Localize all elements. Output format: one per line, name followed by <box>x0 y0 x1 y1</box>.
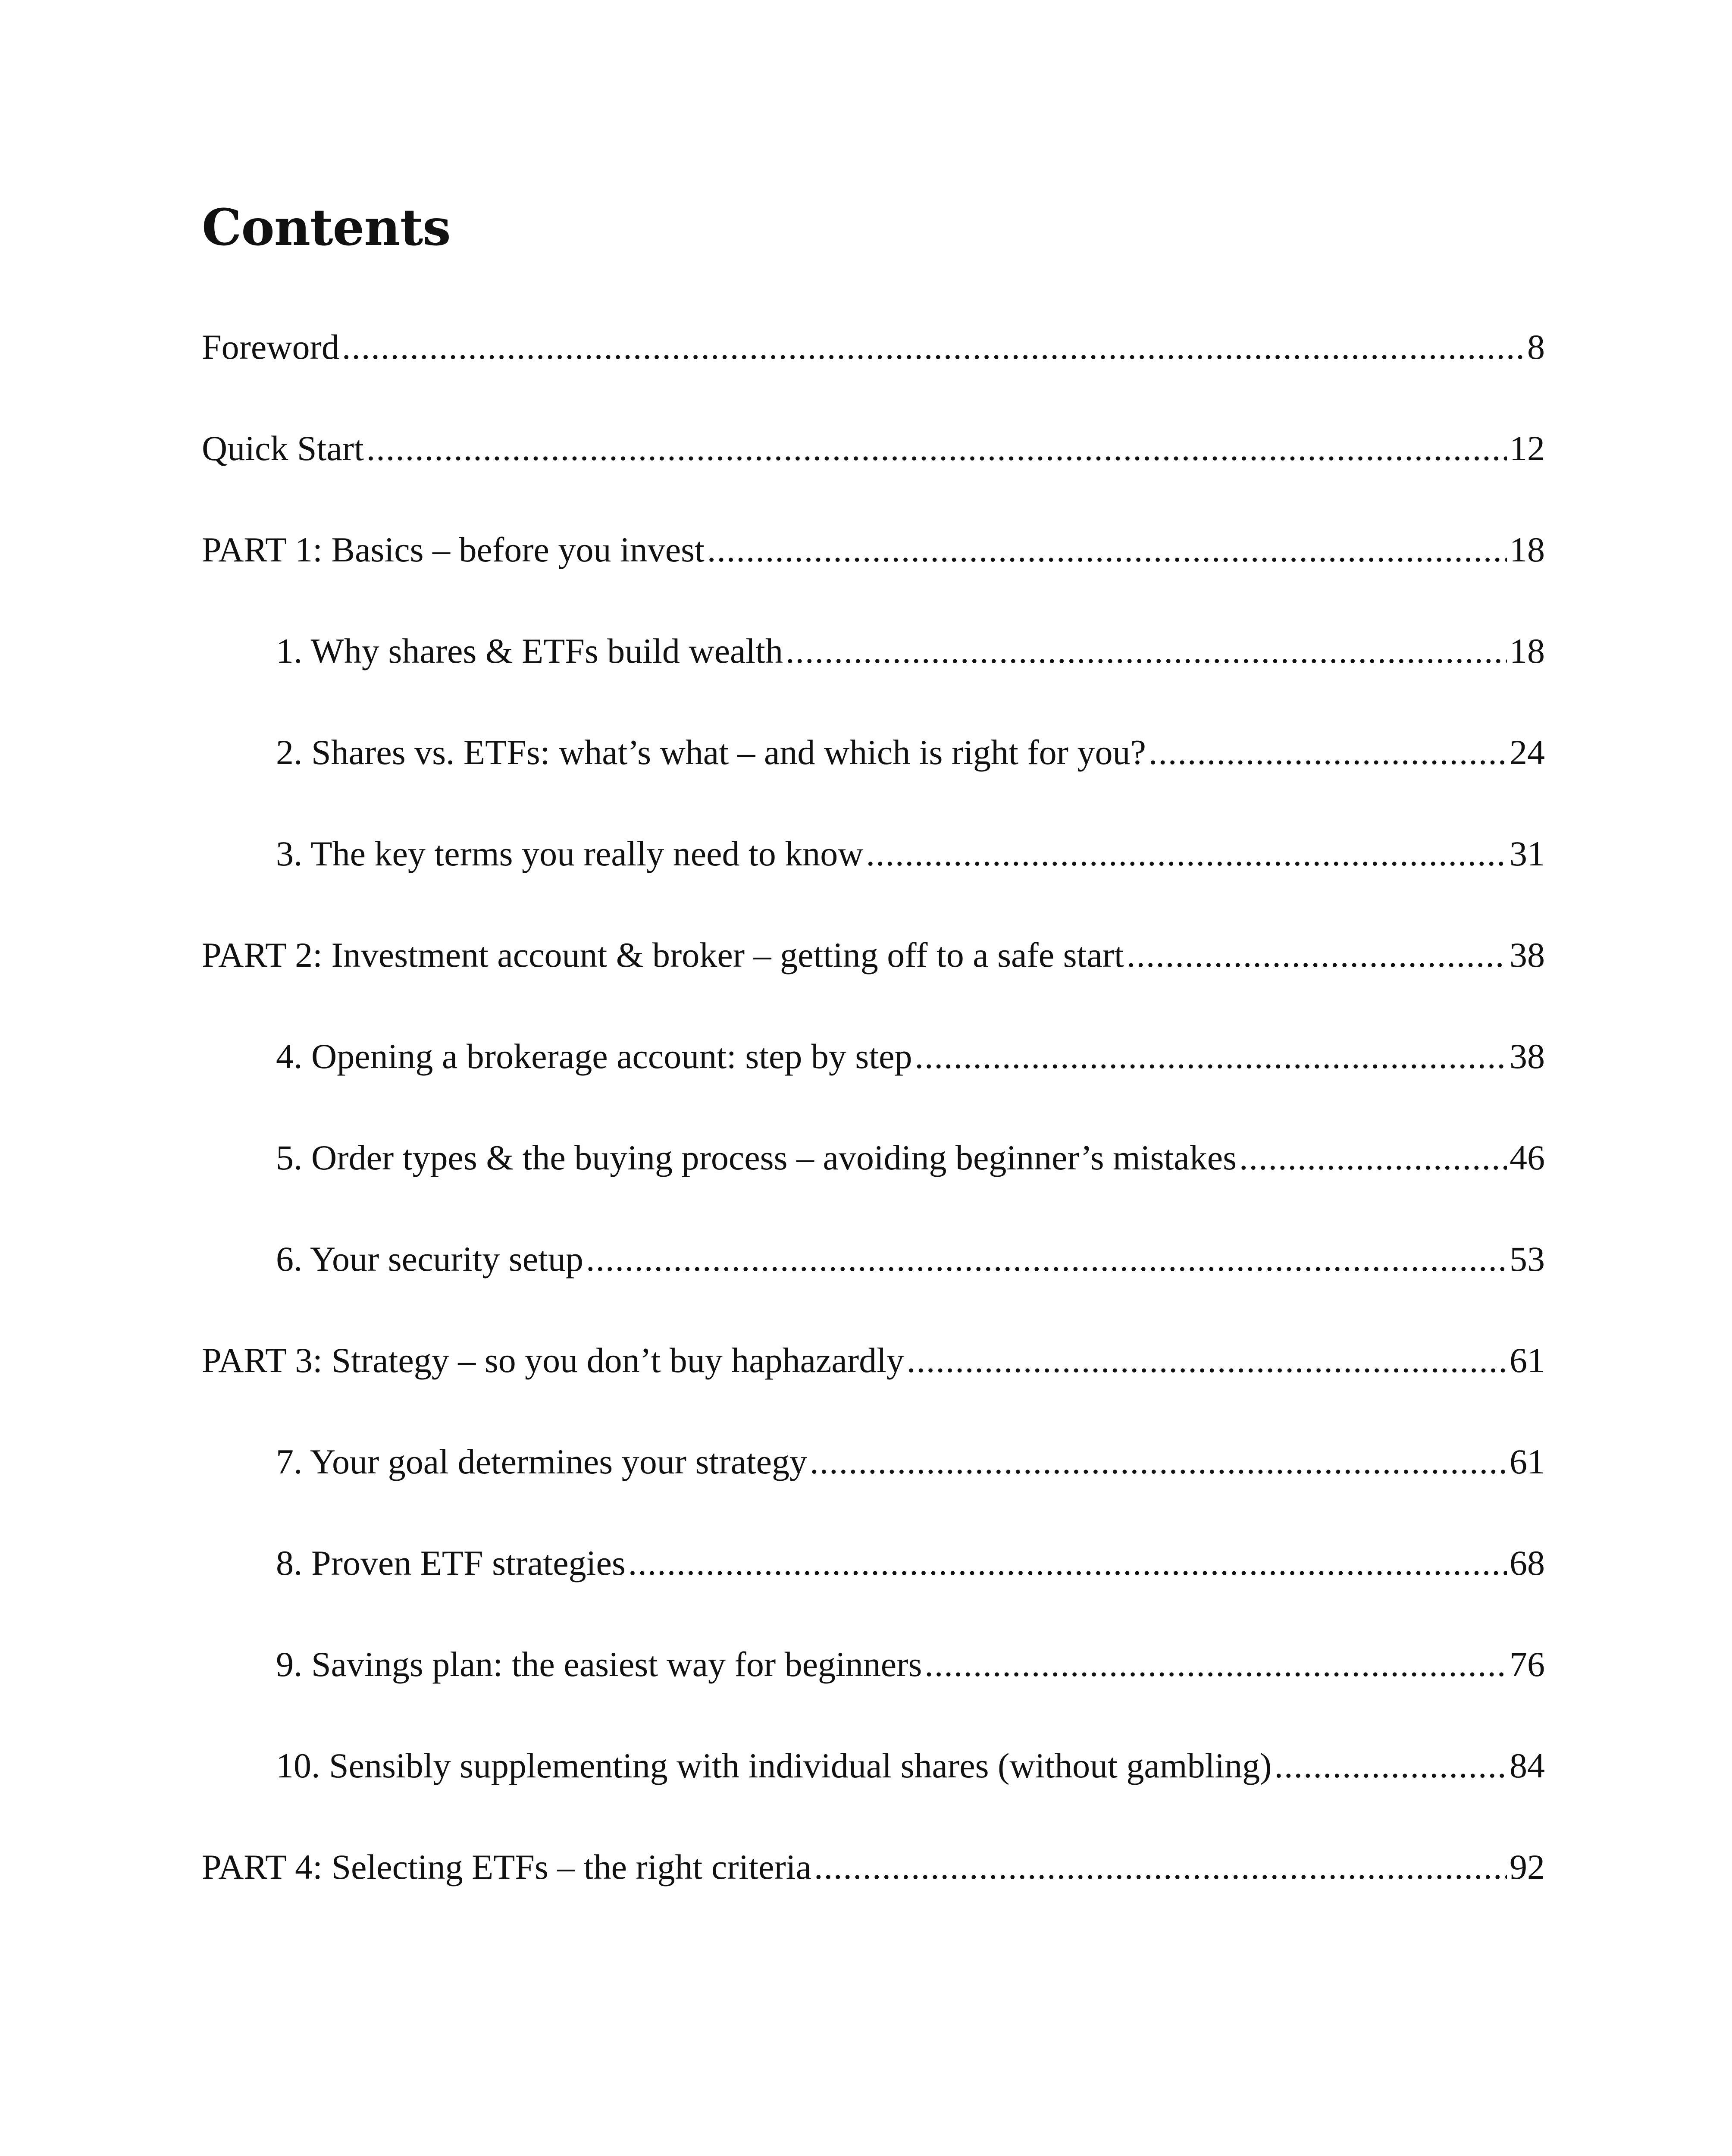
toc-entry[interactable] <box>202 1846 1545 1947</box>
toc-page-number: 12 <box>1510 429 1545 468</box>
toc-dot-leader <box>1149 731 1507 774</box>
toc-page-number: 53 <box>1510 1239 1545 1279</box>
toc-subentry[interactable] <box>202 1238 1545 1339</box>
toc-subentry[interactable] <box>202 1542 1545 1643</box>
toc-entry[interactable] <box>202 427 1545 528</box>
toc-page-number: 84 <box>1510 1746 1545 1785</box>
toc-entry-label: 6. Your security setup <box>276 1239 583 1279</box>
toc-entry-label: Foreword <box>202 327 339 367</box>
toc-page-number: 68 <box>1510 1543 1545 1583</box>
toc-dot-leader <box>915 1035 1507 1078</box>
toc-subentry[interactable] <box>202 832 1545 934</box>
toc-entry[interactable] <box>202 528 1545 630</box>
toc-dot-leader <box>814 1846 1507 1889</box>
toc-dot-leader <box>342 326 1525 369</box>
toc-entry[interactable] <box>202 326 1545 427</box>
toc-page-number: 38 <box>1510 1037 1545 1076</box>
toc-page-number: 8 <box>1527 327 1545 367</box>
toc-dot-leader <box>1127 934 1507 977</box>
toc-subentry[interactable] <box>202 1744 1545 1846</box>
toc-entry[interactable] <box>202 1339 1545 1440</box>
toc-subentry[interactable] <box>202 1643 1545 1744</box>
toc-subentry[interactable] <box>202 630 1545 731</box>
toc-dot-leader <box>786 630 1507 673</box>
table-of-contents <box>202 326 1545 1947</box>
toc-subentry[interactable] <box>202 731 1545 832</box>
toc-entry-label: Quick Start <box>202 429 364 468</box>
toc-subentry[interactable] <box>202 1136 1545 1238</box>
toc-dot-leader <box>366 427 1507 470</box>
toc-entry-label: 2. Shares vs. ETFs: what’s what – and which is right for you? <box>276 733 1146 772</box>
toc-dot-leader <box>628 1542 1507 1585</box>
toc-page-number: 92 <box>1510 1847 1545 1887</box>
toc-page-number: 31 <box>1510 834 1545 873</box>
toc-page-number: 38 <box>1510 935 1545 975</box>
toc-dot-leader <box>810 1440 1507 1483</box>
toc-dot-leader <box>924 1643 1507 1686</box>
toc-page-number: 61 <box>1510 1442 1545 1481</box>
toc-entry-label: 7. Your goal determines your strategy <box>276 1442 808 1481</box>
toc-page-number: 46 <box>1510 1138 1545 1177</box>
toc-subentry[interactable] <box>202 1035 1545 1136</box>
toc-entry-label: 8. Proven ETF strategies <box>276 1543 626 1583</box>
toc-dot-leader <box>907 1339 1507 1382</box>
toc-page-number: 18 <box>1510 631 1545 671</box>
toc-entry-label: 10. Sensibly supplementing with individual shares (without gambling) <box>276 1746 1272 1785</box>
toc-dot-leader <box>707 528 1507 571</box>
toc-subentry[interactable] <box>202 1440 1545 1542</box>
toc-entry-label: PART 4: Selecting ETFs – the right criteria <box>202 1847 811 1887</box>
toc-dot-leader <box>1274 1744 1507 1787</box>
toc-page-number: 61 <box>1510 1341 1545 1380</box>
toc-entry-label: 1. Why shares & ETFs build wealth <box>276 631 783 671</box>
toc-entry-label: 5. Order types & the buying process – avoiding beginner’s mistakes <box>276 1138 1237 1177</box>
page-title: Contents <box>202 198 451 257</box>
toc-entry-label: 3. The key terms you really need to know <box>276 834 864 873</box>
toc-entry-label: PART 1: Basics – before you invest <box>202 530 705 569</box>
toc-dot-leader <box>1239 1136 1507 1179</box>
toc-dot-leader <box>866 832 1507 875</box>
toc-entry[interactable] <box>202 934 1545 1035</box>
toc-entry-label: PART 3: Strategy – so you don’t buy haphazardly <box>202 1341 904 1380</box>
toc-page-number: 76 <box>1510 1645 1545 1684</box>
toc-page-number: 24 <box>1510 733 1545 772</box>
toc-dot-leader <box>586 1238 1507 1281</box>
toc-entry-label: 9. Savings plan: the easiest way for beginners <box>276 1645 922 1684</box>
toc-page-number: 18 <box>1510 530 1545 569</box>
toc-entry-label: 4. Opening a brokerage account: step by step <box>276 1037 912 1076</box>
toc-entry-label: PART 2: Investment account & broker – getting off to a safe start <box>202 935 1124 975</box>
